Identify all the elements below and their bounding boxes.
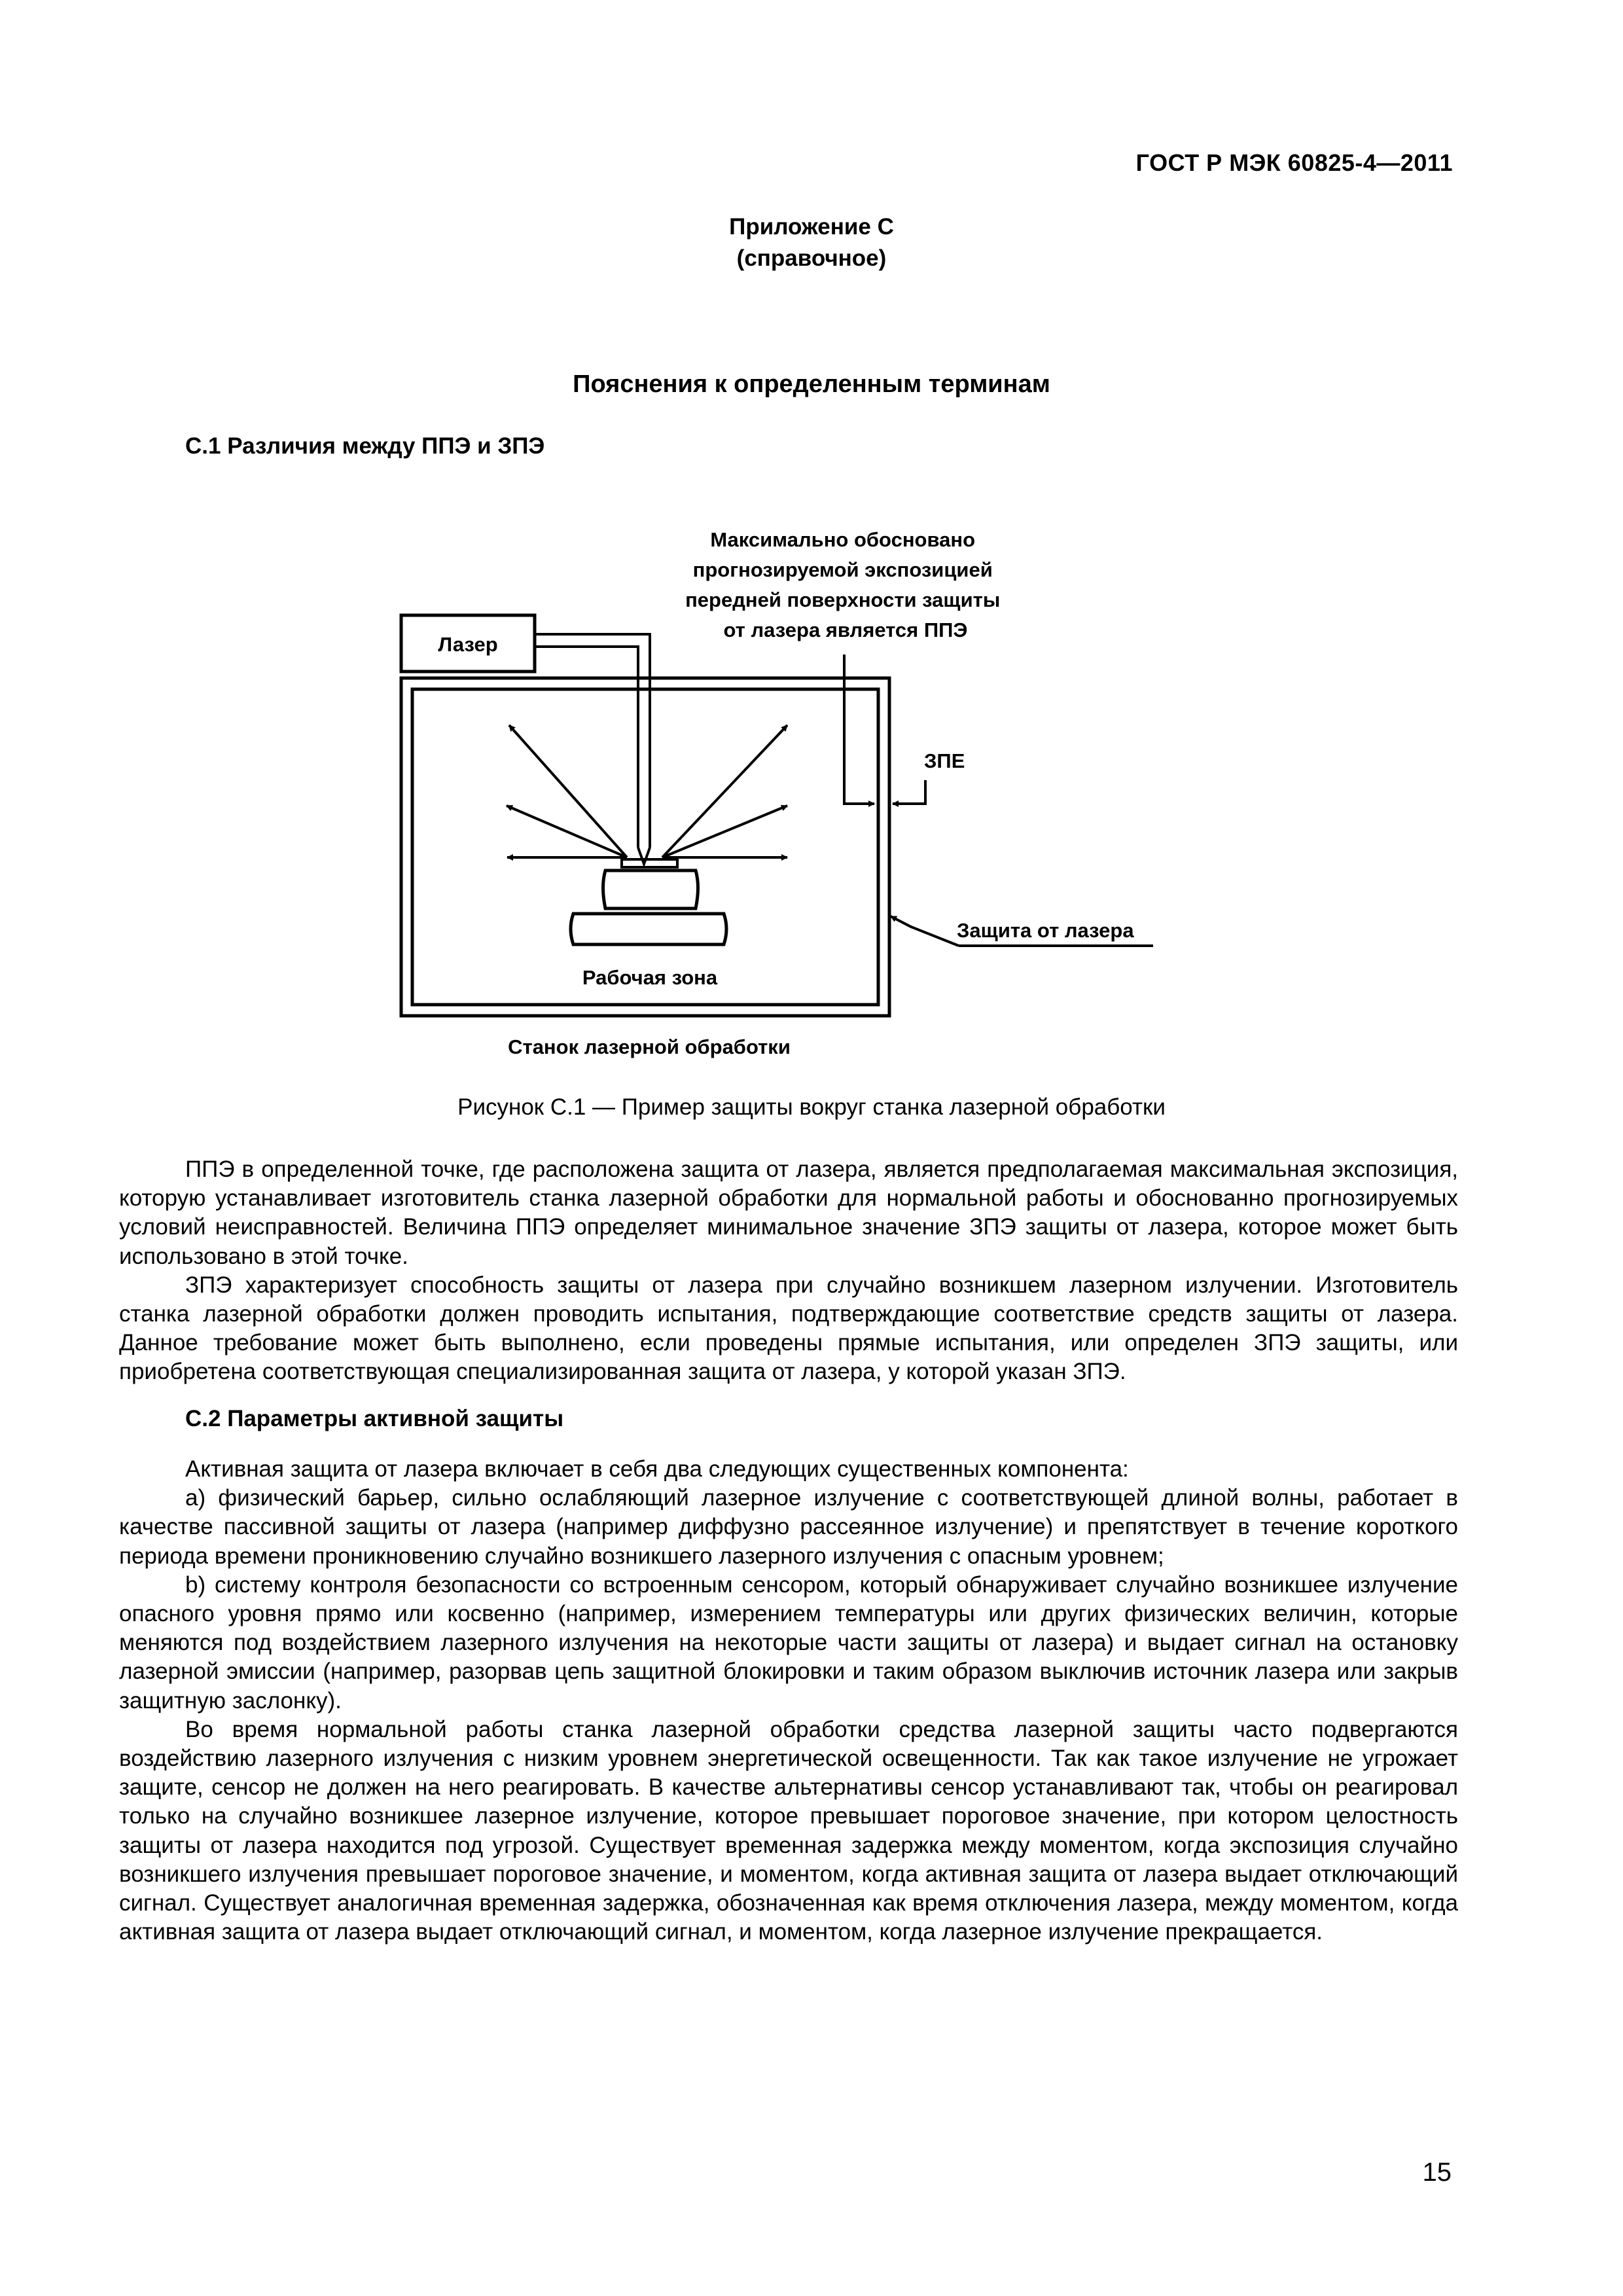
beam-nozzle [638, 848, 650, 864]
section1-body [119, 1155, 1458, 1387]
paragraph: ЗПЭ характеризует способность защиты от лазера при случайно возникшем лазерном излучении. Изготовитель станка лазерной обработки должен проводить испытания, подтверждающие соответствие средств защиты от лазера. Данное требование может быть выполнено, если проведены прямые испытания, или определен ЗПЭ защиты, или приобретена соответствующая специализированная защита от лазера, у которой указан ЗПЭ. [119, 1272, 1458, 1385]
section-heading-c2: С.2 Параметры активной защиты [185, 1406, 564, 1431]
paragraph: Активная защита от лазера включает в себя два следующих существенных компонента: [185, 1456, 1129, 1482]
page-number: 15 [1422, 2158, 1452, 2187]
arrow-up-right [662, 725, 787, 857]
figure-caption: Рисунок С.1 — Пример защиты вокруг станка лазерной обработки [457, 1094, 1166, 1120]
callout-line-1: Максимально обосновано [710, 528, 976, 551]
callout-line-3: передней поверхности защиты [685, 588, 1001, 611]
callout-text [685, 528, 1006, 641]
paragraph: a) физический барьер, сильно ослабляющий лазерное излучение с соответствующей длиной волны, работает в качестве пассивной защиты от лазера (например диффузно рассеянное излучение) и препятствует в течение короткого периода времени проникновению случайно возникшего лазерного излучения с опасным уровнем; [119, 1485, 1458, 1569]
guard-leader [891, 916, 959, 946]
arrow-right-mid [662, 806, 787, 857]
workpiece-top [622, 859, 677, 867]
callout-line-2: прогнозируемой экспозицией [692, 558, 993, 581]
scattered-radiation-arrows [507, 725, 787, 857]
laser-guard-wall [412, 689, 878, 1005]
paragraph: ППЭ в определенной точке, где расположена защита от лазера, является предполагаемая максимальная экспозиция, которую устанавливает изготовитель станка лазерной обработки для нормальной работы и обоснованно прогнозируемых условий неисправностей. Величина ППЭ определяет минимальное значение ЗПЭ защиты от лазера, которое может быть использовано в этой точке. [119, 1157, 1458, 1269]
page-title: Пояснения к определенным терминам [573, 370, 1050, 398]
work-table [571, 914, 726, 944]
machine-label: Станок лазерной обработки [508, 1035, 791, 1058]
arrow-left-mid [507, 806, 627, 857]
laser-guard-diagram [0, 504, 1623, 1080]
appendix-heading [0, 211, 1623, 274]
arrow-up-left [509, 725, 627, 857]
paragraph: b) систему контроля безопасности со встроенным сенсором, который обнаруживает случайно возникшее излучение опасного уровня прямо или косвенно (например, измерением температуры или других физических величин, которые меняются под воздействием лазерного излучения на некоторые части защиты от лазера) и выдает сигнал на остановку лазерной эмиссии (например, разорвав цепь защитной блокировки и таким образом выключив источник лазера или закрыв защитную заслонку). [119, 1571, 1458, 1713]
callout-line-4: от лазера является ППЭ [723, 619, 968, 641]
appendix-title: Приложение С [729, 214, 894, 240]
zpe-label: ЗПЕ [924, 749, 965, 772]
section2-body [119, 1455, 1458, 1946]
guard-label: Защита от лазера [957, 919, 1134, 942]
appendix-type: (справочное) [736, 245, 887, 271]
laser-label: Лазер [438, 633, 498, 656]
beam-path-outer [535, 634, 650, 848]
zpe-leader [893, 780, 925, 804]
section-heading-c1: С.1 Различия между ППЭ и ЗПЭ [185, 433, 545, 459]
work-zone-label: Рабочая зона [582, 966, 718, 989]
standard-number: ГОСТ Р МЭК 60825-4—2011 [1135, 149, 1453, 176]
workpiece-body [603, 870, 698, 908]
paragraph: Во время нормальной работы станка лазерной обработки средства лазерной защиты часто подвергаются воздействию лазерного излучения с низким уровнем энергетической освещенности. Так как такое излучение не угрожает защите, сенсор не должен на него реагировать. В качестве альтернативы сенсор устанавливают так, чтобы он реагировал только на случайно возникшее лазерное излучение, которое превышает пороговое значение, при котором целостность защиты от лазера находится под угрозой. Существует временная задержка между моментом, когда экспозиция случайно возникшего излучения превышает пороговое значение, и моментом, когда активная защита от лазера выдает отключающий сигнал. Существует аналогичная временная задержка, обозначенная как время отключения лазера, между моментом, когда активная защита от лазера выдает отключающий сигнал, и моментом, когда лазерное излучение прекращается. [119, 1716, 1458, 1945]
machine-enclosure-outer [401, 678, 889, 1016]
